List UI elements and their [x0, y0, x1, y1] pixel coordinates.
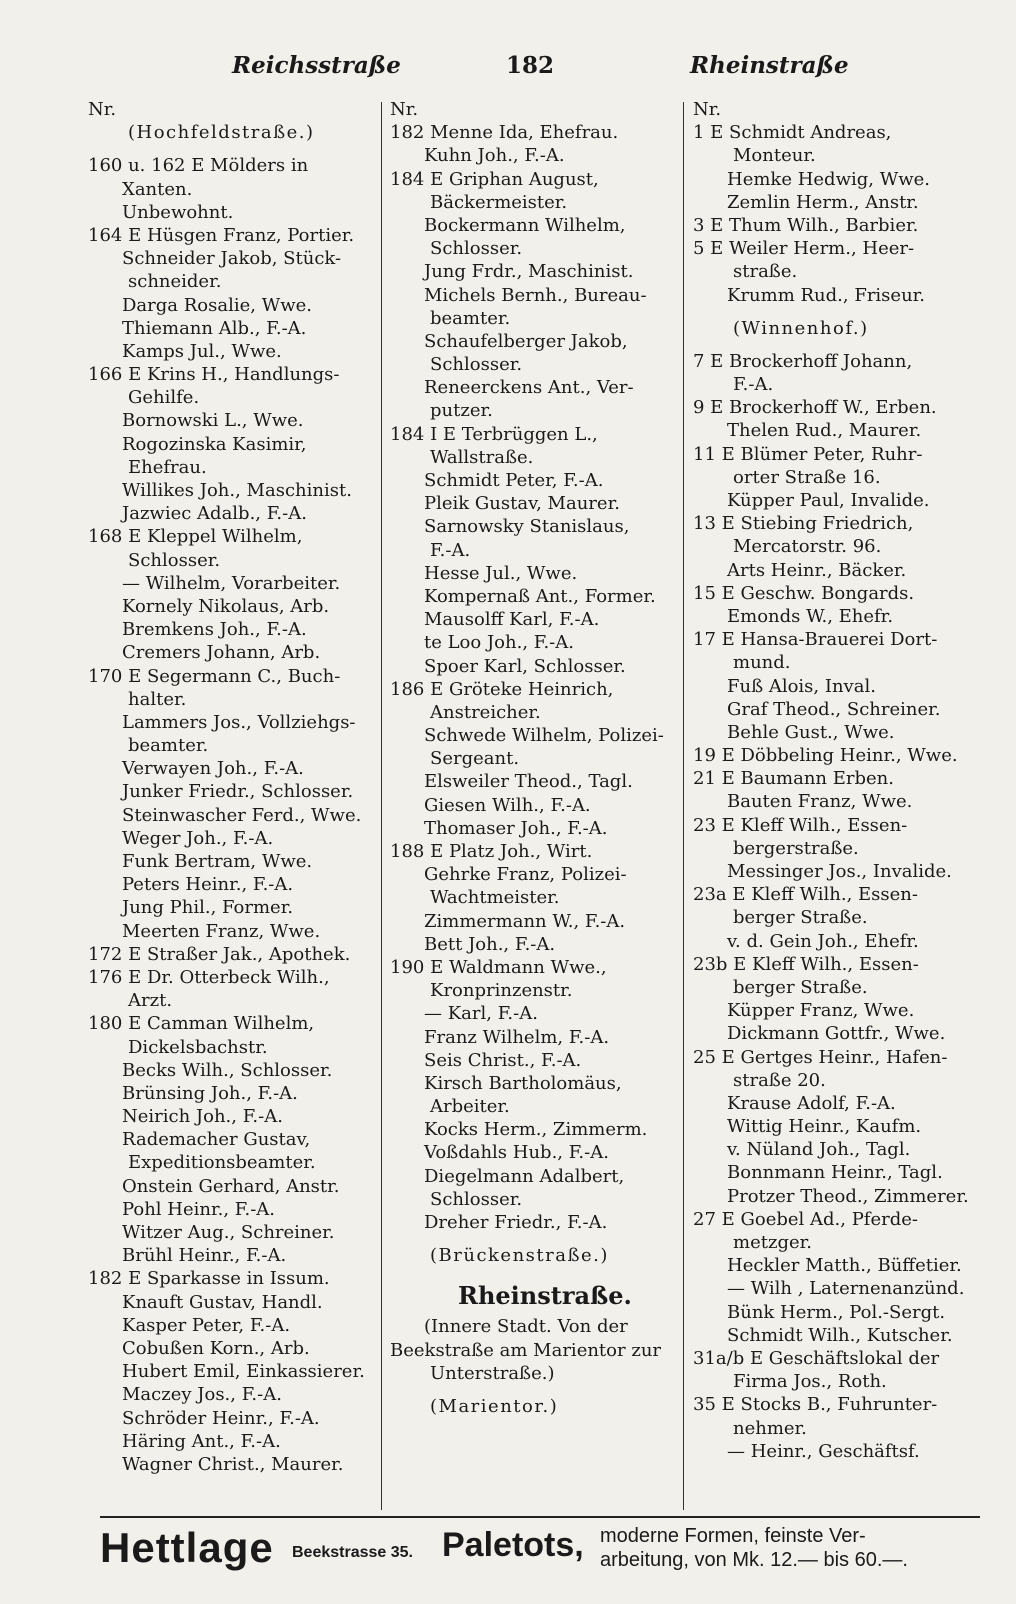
- directory-line: 23b E Kleff Wilh., Essen-: [693, 953, 919, 975]
- directory-line: Darga Rosalie, Wwe.: [122, 294, 312, 316]
- directory-line: — Heinr., Geschäftsf.: [727, 1440, 920, 1462]
- directory-line: bergerstraße.: [733, 837, 859, 859]
- directory-line: Elsweiler Theod., Tagl.: [424, 771, 633, 793]
- advertisement: [100, 1524, 980, 1590]
- directory-line: Bünk Herm., Pol.-Sergt.: [727, 1301, 946, 1323]
- directory-line: Graf Theod., Schreiner.: [727, 698, 941, 720]
- directory-line: Spoer Karl, Schlosser.: [424, 655, 626, 677]
- running-head-left: Reichsstraße: [232, 52, 401, 79]
- directory-line: straße.: [733, 261, 798, 283]
- directory-line: putzer.: [430, 400, 493, 422]
- directory-line: Protzer Theod., Zimmerer.: [727, 1185, 969, 1207]
- directory-line: Nr.: [693, 99, 722, 120]
- directory-line: 170 E Segermann C., Buch-: [88, 665, 341, 687]
- directory-line: Dickmann Gottfr., Wwe.: [727, 1023, 946, 1045]
- directory-line: beamter.: [128, 735, 209, 757]
- directory-line: Bockermann Wilhelm,: [424, 214, 626, 236]
- directory-line: Krause Adolf, F.-A.: [727, 1092, 896, 1114]
- directory-line: Firma Jos., Roth.: [733, 1371, 887, 1393]
- directory-line: Onstein Gerhard, Anstr.: [122, 1175, 340, 1197]
- directory-line: Zemlin Herm., Anstr.: [727, 191, 919, 213]
- directory-line: 164 E Hüsgen Franz, Portier.: [88, 224, 355, 246]
- directory-line: Jung Frdr., Maschinist.: [424, 261, 634, 283]
- directory-line: F.-A.: [733, 374, 774, 396]
- directory-line: berger Straße.: [733, 976, 868, 998]
- directory-line: 166 E Krins H., Handlungs-: [88, 364, 340, 386]
- directory-line: v. d. Gein Joh., Ehefr.: [727, 930, 919, 952]
- directory-line: F.-A.: [430, 539, 471, 561]
- directory-line: 17 E Hansa-Brauerei Dort-: [693, 629, 938, 651]
- directory-line: Küpper Franz, Wwe.: [727, 1000, 915, 1022]
- directory-line: Schlosser.: [430, 238, 523, 260]
- directory-line: 188 E Platz Joh., Wirt.: [390, 841, 593, 862]
- directory-line: Thelen Rud., Maurer.: [727, 420, 922, 442]
- directory-line: orter Straße 16.: [733, 466, 881, 488]
- directory-line: 172 E Straßer Jak., Apothek.: [88, 943, 351, 965]
- directory-line: Franz Wilhelm, F.-A.: [424, 1026, 610, 1048]
- directory-line: 23 E Kleff Wilh., Essen-: [693, 814, 908, 836]
- spacer: [390, 1385, 680, 1395]
- section-heading: (Winnenhof.): [733, 317, 869, 339]
- directory-line: Küpper Paul, Invalide.: [727, 490, 930, 511]
- directory-line: Neirich Joh., F.-A.: [122, 1106, 283, 1128]
- directory-line: 25 E Gertges Heinr., Hafen-: [693, 1046, 948, 1068]
- directory-line: Kocks Herm., Zimmerm.: [424, 1119, 648, 1141]
- directory-line: Wallstraße.: [430, 446, 534, 468]
- directory-line: Rogozinska Kasimir,: [122, 433, 307, 455]
- directory-line: 27 E Goebel Ad., Pferde-: [693, 1208, 918, 1230]
- directory-line: Kuhn Joh., F.-A.: [424, 145, 565, 167]
- street-heading: Rheinstraße.: [458, 1281, 632, 1311]
- directory-line: Wagner Christ., Maurer.: [122, 1453, 344, 1475]
- advert-company-name: Hettlage: [100, 1524, 274, 1571]
- directory-line: Schlosser.: [430, 354, 523, 376]
- directory-line: Schaufelberger Jakob,: [424, 330, 628, 352]
- directory-line: Bonnmann Heinr., Tagl.: [727, 1162, 943, 1184]
- directory-line: Meerten Franz, Wwe.: [122, 920, 321, 942]
- directory-line: Kirsch Bartholomäus,: [424, 1072, 622, 1094]
- directory-line: Beekstraße am Marientor zur: [390, 1339, 662, 1361]
- directory-line: 35 E Stocks B., Fuhrunter-: [693, 1394, 938, 1416]
- directory-line: Pleik Gustav, Maurer.: [424, 493, 620, 515]
- directory-line: 186 E Gröteke Heinrich,: [390, 678, 614, 700]
- directory-line: Witzer Aug., Schreiner.: [122, 1222, 335, 1243]
- directory-line: Bett Joh., F.-A.: [424, 933, 556, 955]
- directory-line: Arzt.: [128, 990, 173, 1012]
- directory-line: Bremkens Joh., F.-A.: [122, 619, 307, 641]
- directory-line: Heckler Matth., Büffetier.: [727, 1255, 962, 1277]
- directory-line: 180 E Camman Wilhelm,: [88, 1013, 315, 1035]
- directory-line: Arts Heinr., Bäcker.: [727, 559, 907, 581]
- directory-line: Cobußen Korn., Arb.: [122, 1337, 310, 1359]
- directory-line: 1 E Schmidt Andreas,: [693, 122, 892, 144]
- directory-line: Schröder Heinr., F.-A.: [122, 1407, 320, 1429]
- directory-line: Maczey Jos., F.-A.: [122, 1384, 282, 1406]
- directory-line: Kompernaß Ant., Former.: [424, 585, 656, 607]
- directory-line: Pohl Heinr., F.-A.: [122, 1198, 275, 1220]
- directory-line: Seis Christ., F.-A.: [424, 1049, 582, 1071]
- directory-line: 21 E Baumann Erben.: [693, 768, 894, 790]
- directory-line: 19 E Döbbeling Heinr., Wwe.: [693, 745, 958, 767]
- advertisement-rule: [100, 1516, 980, 1518]
- spacer: [390, 1234, 680, 1244]
- directory-column-1: [88, 98, 378, 1476]
- directory-line: Unbewohnt.: [122, 201, 234, 223]
- directory-line: — Wilh , Laternenanzünd.: [727, 1278, 965, 1300]
- directory-line: Schneider Jakob, Stück-: [122, 248, 342, 270]
- directory-line: Sarnowsky Stanislaus,: [424, 516, 630, 538]
- directory-line: Verwayen Joh., F.-A.: [122, 758, 304, 780]
- section-heading: (Marientor.): [430, 1395, 559, 1417]
- directory-line: Mausolff Karl, F.-A.: [424, 609, 600, 631]
- directory-line: Hemke Hedwig, Wwe.: [727, 168, 930, 190]
- directory-line: Thomaser Joh., F.-A.: [424, 817, 608, 839]
- directory-line: 190 E Waldmann Wwe.,: [390, 956, 607, 978]
- directory-line: Brünsing Joh., F.-A.: [122, 1082, 298, 1104]
- directory-line: Rademacher Gustav,: [122, 1129, 311, 1151]
- directory-line: te Loo Joh., F.-A.: [424, 632, 574, 654]
- directory-line: 176 E Dr. Otterbeck Wilh.,: [88, 966, 330, 988]
- directory-line: Behle Gust., Wwe.: [727, 721, 895, 743]
- directory-line: Unterstraße.): [430, 1362, 555, 1384]
- directory-line: Voßdahls Hub., F.-A.: [424, 1142, 609, 1164]
- directory-line: Emonds W., Ehefr.: [727, 605, 894, 627]
- directory-line: Nr.: [390, 99, 419, 120]
- section-heading: (Hochfeldstraße.): [128, 122, 315, 144]
- directory-line: Dickelsbachstr.: [128, 1036, 268, 1058]
- directory-line: 11 E Blümer Peter, Ruhr-: [693, 443, 923, 465]
- directory-column-2: [390, 98, 680, 1418]
- directory-line: 182 E Sparkasse in Issum.: [88, 1268, 330, 1290]
- spacer: [693, 307, 983, 317]
- directory-line: Brühl Heinr., F.-A.: [122, 1245, 287, 1267]
- page-number: 182: [506, 52, 555, 79]
- advert-description-line: arbeitung, von Mk. 12.— bis 60.—.: [600, 1549, 908, 1571]
- directory-line: Funk Bertram, Wwe.: [122, 851, 313, 872]
- directory-line: 168 E Kleppel Wilhelm,: [88, 526, 303, 548]
- directory-line: v. Nüland Joh., Tagl.: [727, 1139, 911, 1161]
- directory-line: Wachtmeister.: [430, 887, 560, 909]
- directory-line: Bauten Franz, Wwe.: [727, 791, 913, 813]
- directory-line: berger Straße.: [733, 907, 868, 929]
- directory-line: 3 E Thum Wilh., Barbier.: [693, 214, 919, 236]
- directory-line: Diegelmann Adalbert,: [424, 1165, 625, 1187]
- directory-line: metzger.: [733, 1232, 812, 1253]
- directory-line: beamter.: [430, 307, 511, 329]
- running-head-right: Rheinstraße: [690, 52, 849, 79]
- directory-line: Expeditionsbeamter.: [128, 1152, 316, 1174]
- advert-product: Paletots,: [442, 1526, 584, 1564]
- directory-line: — Karl, F.-A.: [424, 1003, 538, 1025]
- column-divider-1: [381, 102, 382, 1510]
- directory-line: Kronprinzenstr.: [430, 980, 573, 1002]
- directory-line: Jung Phil., Former.: [122, 897, 294, 919]
- directory-line: Messinger Jos., Invalide.: [727, 861, 952, 882]
- section-heading: (Brückenstraße.): [430, 1245, 609, 1267]
- directory-line: Steinwascher Ferd., Wwe.: [122, 804, 362, 826]
- advert-description: [600, 1524, 980, 1572]
- directory-line: nehmer.: [733, 1417, 807, 1439]
- advert-description-line: moderne Formen, feinste Ver-: [600, 1525, 866, 1547]
- directory-line: Knauft Gustav, Handl.: [122, 1291, 323, 1313]
- directory-line: straße 20.: [733, 1069, 826, 1091]
- directory-line: halter.: [128, 688, 187, 710]
- spacer: [693, 340, 983, 350]
- directory-line: — Wilhelm, Vorarbeiter.: [122, 572, 341, 594]
- directory-line: Becks Wilh., Schlosser.: [122, 1059, 333, 1081]
- directory-line: Gehilfe.: [128, 387, 200, 409]
- directory-line: 182 Menne Ida, Ehefrau.: [390, 122, 619, 144]
- directory-line: Ehefrau.: [128, 456, 207, 478]
- directory-column-3: [693, 98, 983, 1463]
- directory-line: 184 E Griphan August,: [390, 168, 599, 190]
- directory-line: 15 E Geschw. Bongards.: [693, 582, 915, 604]
- directory-line: 13 E Stiebing Friedrich,: [693, 513, 914, 535]
- directory-line: Zimmermann W., F.-A.: [424, 910, 626, 932]
- directory-line: Weger Joh., F.-A.: [122, 827, 274, 849]
- directory-line: Hubert Emil, Einkassierer.: [122, 1361, 365, 1383]
- directory-line: Häring Ant., F.-A.: [122, 1430, 281, 1452]
- directory-line: mund.: [733, 652, 791, 674]
- directory-line: Arbeiter.: [430, 1096, 510, 1118]
- directory-line: Peters Heinr., F.-A.: [122, 874, 294, 896]
- directory-line: Kamps Jul., Wwe.: [122, 340, 282, 362]
- directory-line: Thiemann Alb., F.-A.: [122, 317, 307, 339]
- directory-line: 184 I E Terbrüggen L.,: [390, 423, 598, 445]
- directory-line: Cremers Johann, Arb.: [122, 642, 321, 664]
- directory-line: Reneerckens Ant., Ver-: [424, 377, 634, 399]
- spacer: [88, 144, 378, 154]
- directory-line: Gehrke Franz, Polizei-: [424, 864, 627, 886]
- directory-line: Schmidt Wilh., Kutscher.: [727, 1324, 953, 1346]
- directory-line: Dreher Friedr., F.-A.: [424, 1212, 608, 1233]
- directory-line: Bornowski L., Wwe.: [122, 410, 304, 432]
- directory-line: Schwede Wilhelm, Polizei-: [424, 725, 664, 747]
- directory-line: Krumm Rud., Friseur.: [727, 284, 926, 306]
- directory-line: Junker Friedr., Schlosser.: [122, 781, 354, 803]
- directory-line: 5 E Weiler Herm., Heer-: [693, 238, 915, 260]
- directory-line: 31a/b E Geschäftslokal der: [693, 1347, 940, 1369]
- directory-line: 9 E Brockerhoff W., Erben.: [693, 397, 937, 419]
- directory-line: Giesen Wilh., F.-A.: [424, 794, 591, 816]
- directory-line: Schlosser.: [128, 549, 221, 571]
- directory-line: (Innere Stadt. Von der: [424, 1316, 628, 1338]
- directory-line: Hesse Jul., Wwe.: [424, 562, 578, 584]
- directory-line: Lammers Jos., Vollziehgs-: [122, 711, 356, 733]
- directory-line: Bäckermeister.: [430, 191, 568, 213]
- directory-line: 23a E Kleff Wilh., Essen-: [693, 884, 918, 906]
- directory-line: Fuß Alois, Inval.: [727, 675, 876, 697]
- directory-line: 7 E Brockerhoff Johann,: [693, 350, 913, 372]
- directory-line: Mercatorstr. 96.: [733, 536, 882, 558]
- directory-line: Nr.: [88, 99, 117, 120]
- column-divider-2: [683, 102, 684, 1510]
- directory-line: Xanten.: [122, 178, 193, 200]
- directory-line: Jazwiec Adalb., F.-A.: [122, 503, 307, 525]
- directory-line: Schlosser.: [430, 1188, 523, 1210]
- directory-line: Monteur.: [733, 145, 816, 167]
- advert-address: Beekstrasse 35.: [292, 1544, 413, 1561]
- directory-line: Willikes Joh., Maschinist.: [122, 480, 352, 501]
- directory-line: Sergeant.: [430, 748, 520, 770]
- directory-line: schneider.: [128, 271, 222, 293]
- directory-line: Michels Bernh., Bureau-: [424, 284, 647, 306]
- directory-line: Wittig Heinr., Kaufm.: [727, 1116, 922, 1138]
- directory-line: Anstreicher.: [430, 701, 541, 723]
- directory-line: 160 u. 162 E Mölders in: [88, 155, 309, 177]
- directory-line: Kornely Nikolaus, Arb.: [122, 595, 330, 617]
- directory-line: Kasper Peter, F.-A.: [122, 1314, 291, 1336]
- directory-line: Schmidt Peter, F.-A.: [424, 470, 604, 491]
